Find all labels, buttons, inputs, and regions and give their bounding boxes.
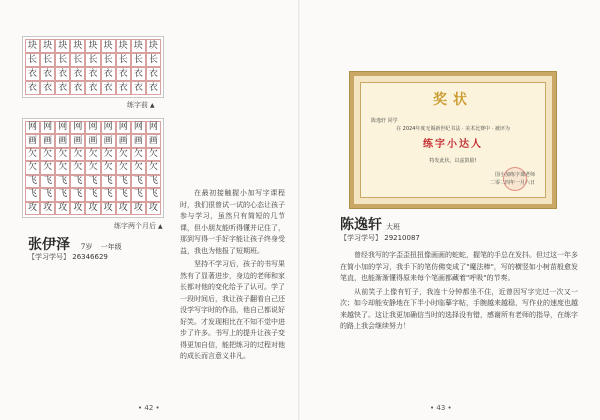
dot-icon: •: [138, 404, 145, 412]
copybook-cell: 衣: [40, 67, 55, 81]
winner-id: [340, 233, 420, 243]
copybook-cell: 飞: [40, 175, 55, 188]
copybook-cell: 欠: [146, 148, 161, 161]
copybook-cell: 飞: [70, 175, 85, 188]
copybook-cell: 飞: [25, 188, 40, 201]
left-body-text: [180, 188, 285, 365]
copybook-cell: 网: [101, 121, 116, 134]
copybook-cell: 衣: [70, 81, 85, 95]
copybook-cell: 欠: [70, 161, 85, 174]
certificate-title: 奖状: [433, 92, 473, 108]
copybook-cell: 画: [146, 134, 161, 147]
page-number-left-text: 42: [144, 404, 154, 412]
copybook-cell: 块: [146, 39, 161, 53]
copybook-cell: 衣: [101, 81, 116, 95]
bracket-close: 】: [375, 234, 382, 242]
copybook-cell: 画: [70, 134, 85, 147]
student-name-block: [28, 234, 128, 254]
copybook-cell: 块: [25, 39, 40, 53]
student-id: [28, 252, 108, 262]
copybook-cell: 飞: [70, 188, 85, 201]
copybook-cell: 攻: [55, 202, 70, 215]
copybook-cell: 画: [101, 134, 116, 147]
copybook-cell: 衣: [70, 67, 85, 81]
copybook-cell: 长: [25, 53, 40, 67]
copybook-cell: 衣: [40, 81, 55, 95]
copybook-cell: 长: [70, 53, 85, 67]
copybook-cell: 欠: [101, 148, 116, 161]
dot-icon: •: [153, 404, 160, 412]
right-page: [300, 0, 600, 420]
copybook-cell: 欠: [40, 161, 55, 174]
certificate-date: 二零二四年一月六日: [489, 180, 535, 186]
bracket-close: 】: [63, 253, 70, 261]
copybook-cell: 网: [85, 121, 100, 134]
winner-id-label: 学习学号: [347, 234, 375, 242]
student-name: 张伊泽: [28, 237, 70, 253]
page-number-left: [138, 404, 160, 412]
copybook-cell: 衣: [85, 81, 100, 95]
certificate-issuer-block: [490, 171, 535, 187]
copybook-cell: 攻: [70, 202, 85, 215]
right-paragraph-1: 曾经我写的字歪歪扭扭像画画的蛇蛇，握笔的手总在发抖。但过这一年多在简小加的学习，我手下的笔仿佛变成了"魔法棒"，写的横竖如小树苗般愈发笔直，也能渐渐懂得原来每个笔画都藏着"呼吸"的节奏。: [340, 251, 578, 282]
copybook-cell: 飞: [116, 175, 131, 188]
copybook-cell: 衣: [116, 81, 131, 95]
copybook-cell: 画: [131, 134, 146, 147]
copybook-cell: 欠: [85, 161, 100, 174]
copybook-cell: 衣: [85, 67, 100, 81]
copybook-cell: 长: [116, 53, 131, 67]
bracket-open: 【: [28, 253, 35, 261]
caption-before-text: 练字前: [127, 101, 148, 109]
copybook-cell: 衣: [131, 67, 146, 81]
triangle-icon: ▲: [150, 102, 155, 109]
copybook-cell: 攻: [85, 202, 100, 215]
copybook-cell: 长: [131, 53, 146, 67]
copybook-cell: 飞: [25, 175, 40, 188]
student-id-label: 学习学号: [35, 253, 63, 261]
student-meta: [81, 243, 128, 251]
copybook-before: [22, 36, 164, 98]
copybook-cell: 攻: [101, 202, 116, 215]
copybook-cell: 长: [101, 53, 116, 67]
copybook-cell: 飞: [146, 188, 161, 201]
copybook-cell: 网: [116, 121, 131, 134]
copybook-cell: 块: [116, 39, 131, 53]
copybook-cell: 欠: [55, 161, 70, 174]
right-paragraph-2: 从前笑子上像有钉子，我连十分钟都坐不住，近曾因写字完过一次又一次；如今却能安静地在下半小时临摹字帖，手腕越来越稳，写作业的速度也越来越快了。这让我更加确信当时的选择没有错，感谢所有老师的指导，在练字的路上我会继续努力！: [340, 287, 578, 330]
bracket-open: 【: [340, 234, 347, 242]
copybook-cell: 飞: [131, 188, 146, 201]
copybook-cell: 欠: [55, 148, 70, 161]
copybook-cell: 网: [131, 121, 146, 134]
copybook-cell: 长: [40, 53, 55, 67]
copybook-cell: 欠: [146, 161, 161, 174]
page-number-right: [430, 404, 452, 412]
copybook-cell: 飞: [40, 188, 55, 201]
copybook-cell: 欠: [131, 148, 146, 161]
copybook-cell: 画: [85, 134, 100, 147]
left-paragraph-1: 在最初接触握小加写字课程时，我们很曾试一试的心态让孩子参与学习，虽然只有简短的几节课，但小朋友能听得懂并记住了，那到写得一手好字能让孩子终身受益，我也为他报了短期班。: [180, 189, 285, 255]
certificate-issuer: 国小加练字课老师: [494, 172, 535, 178]
copybook-cell: 欠: [70, 148, 85, 161]
copybook-cell: 网: [146, 121, 161, 134]
copybook-cell: 飞: [101, 175, 116, 188]
copybook-grid-before: [25, 39, 161, 95]
copybook-cell: 攻: [146, 202, 161, 215]
copybook-cell: 画: [40, 134, 55, 147]
copybook-cell: 飞: [55, 175, 70, 188]
copybook-cell: 欠: [116, 148, 131, 161]
copybook-cell: 欠: [116, 161, 131, 174]
copybook-cell: 欠: [85, 148, 100, 161]
copybook-cell: 攻: [25, 202, 40, 215]
copybook-cell: 衣: [25, 81, 40, 95]
caption-before: [127, 100, 155, 110]
copybook-cell: 飞: [55, 188, 70, 201]
page-number-right-text: 43: [436, 404, 446, 412]
copybook-cell: 块: [101, 39, 116, 53]
copybook-cell: 飞: [85, 175, 100, 188]
copybook-cell: 欠: [101, 161, 116, 174]
winner-id-value: 29210087: [384, 234, 420, 242]
copybook-cell: 攻: [116, 202, 131, 215]
copybook-cell: 网: [70, 121, 85, 134]
copybook-cell: 长: [85, 53, 100, 67]
left-paragraph-2: 坚持不学习后，孩子的书写果然有了显著进步，身边的老师和家长都对他的变化给予了认可。学了一段时间后，我让孩子翻看自己还没学写字时的作品，他自己都说好好笑。才发现相比在不知不觉中进步了许多。书写上的提升让孩子变得更加自信，能把练习的过程对他的成长而言意义非凡。: [180, 260, 285, 360]
copybook-cell: 攻: [40, 202, 55, 215]
winner-name-block: [340, 214, 400, 234]
certificate-award: 练字小达人: [423, 139, 483, 150]
copybook-cell: 块: [85, 39, 100, 53]
copybook-cell: 网: [25, 121, 40, 134]
copybook-cell: 块: [55, 39, 70, 53]
copybook-cell: 画: [55, 134, 70, 147]
copybook-cell: 欠: [25, 161, 40, 174]
copybook-grid-after: [25, 121, 161, 215]
copybook-cell: 长: [146, 53, 161, 67]
student-grade: 一年级: [100, 243, 122, 251]
copybook-cell: 块: [40, 39, 55, 53]
copybook-cell: 块: [70, 39, 85, 53]
copybook-cell: 衣: [131, 81, 146, 95]
copybook-cell: 飞: [85, 188, 100, 201]
copybook-cell: 画: [116, 134, 131, 147]
copybook-cell: 衣: [55, 67, 70, 81]
copybook-cell: 网: [55, 121, 70, 134]
copybook-cell: 衣: [101, 67, 116, 81]
dot-icon: •: [430, 404, 437, 412]
student-age: 7岁: [80, 243, 93, 251]
copybook-cell: 画: [25, 134, 40, 147]
copybook-cell: 飞: [116, 188, 131, 201]
copybook-cell: 衣: [146, 81, 161, 95]
copybook-cell: 攻: [131, 202, 146, 215]
copybook-cell: 飞: [101, 188, 116, 201]
winner-grade: 大班: [386, 223, 400, 231]
copybook-cell: 飞: [146, 175, 161, 188]
copybook-cell: 飞: [131, 175, 146, 188]
certificate-message: 特发此状，以兹鼓励!: [429, 158, 477, 164]
right-body-text: [340, 250, 578, 335]
copybook-cell: 衣: [116, 67, 131, 81]
copybook-cell: 欠: [40, 148, 55, 161]
copybook-cell: 衣: [25, 67, 40, 81]
copybook-cell: 衣: [55, 81, 70, 95]
certificate-recipient: 陈逸轩 同学: [371, 118, 398, 124]
copybook-cell: 长: [55, 53, 70, 67]
certificate: [350, 72, 556, 208]
copybook-cell: 欠: [131, 161, 146, 174]
certificate-line: 在 2024年度无锡新世纪书法 · 美术比赛中 · 被评为: [396, 126, 510, 132]
triangle-icon: ▲: [158, 223, 163, 230]
copybook-cell: 块: [131, 39, 146, 53]
caption-after-text: 练字两个月后: [114, 222, 156, 230]
dot-icon: •: [445, 404, 452, 412]
copybook-cell: 网: [40, 121, 55, 134]
winner-name: 陈逸轩: [340, 217, 382, 233]
certificate-inner: [360, 82, 546, 198]
caption-after: [114, 221, 163, 231]
copybook-cell: 衣: [146, 67, 161, 81]
student-id-value: 26346629: [72, 253, 108, 261]
copybook-cell: 欠: [25, 148, 40, 161]
copybook-after: [22, 118, 164, 218]
